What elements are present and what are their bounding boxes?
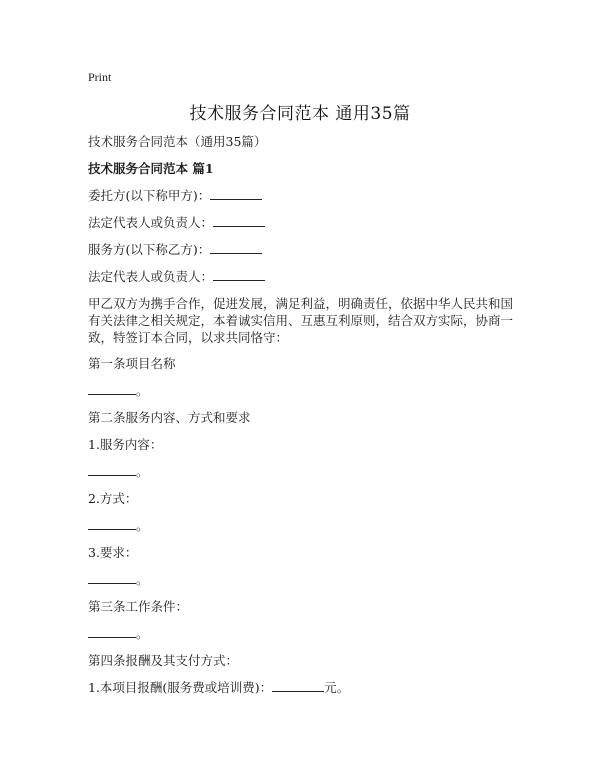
article-1-blank-line <box>88 382 149 399</box>
provider-rep-field <box>88 268 265 285</box>
item-requirement-period: 。 <box>136 572 149 587</box>
article-3-blank <box>88 625 136 638</box>
item-requirement-label: 3.要求： <box>88 545 138 560</box>
payment-unit: 元。 <box>324 680 350 695</box>
client-blank <box>210 187 262 200</box>
page-title: 技术服务合同范本 通用35篇 <box>189 104 411 124</box>
item-content-period: 。 <box>136 464 149 479</box>
provider-rep-blank <box>213 268 265 281</box>
item-content-blank-line <box>88 463 149 480</box>
item-content-label: 1.服务内容： <box>88 437 163 452</box>
payment-item <box>88 679 349 696</box>
item-method-period: 。 <box>136 518 149 533</box>
client-label: 委托方(以下称甲方)： <box>88 188 211 203</box>
document-subtitle: 技术服务合同范本（通用35篇） <box>88 134 267 149</box>
article-3-period: 。 <box>136 626 149 641</box>
article-1-period: 。 <box>136 383 149 398</box>
item-method-label: 2.方式： <box>88 491 138 506</box>
provider-label: 服务方(以下称乙方)： <box>88 242 211 257</box>
intro-paragraph: 甲乙双方为携手合作，促进发展，满足利益，明确责任，依据中华人民共和国有关法律之相关规定，本着诚实信用、互惠互利原则，结合双方实际，协商一致，特签订本合同，以求共同恪守： <box>88 296 514 345</box>
article-1-heading: 第一条项目名称 <box>88 356 176 371</box>
article-4-heading: 第四条报酬及其支付方式： <box>88 653 239 668</box>
client-rep-label: 法定代表人或负责人： <box>88 215 214 230</box>
provider-field <box>88 241 262 258</box>
article-3-heading: 第三条工作条件： <box>88 599 189 614</box>
client-field <box>88 187 262 204</box>
client-rep-blank <box>213 214 265 227</box>
article-3-blank-line <box>88 625 149 642</box>
section-heading: 技术服务合同范本 篇1 <box>88 161 214 176</box>
provider-blank <box>210 241 262 254</box>
print-link[interactable]: Print <box>88 70 112 84</box>
article-2-heading: 第二条服务内容、方式和要求 <box>88 410 251 425</box>
provider-rep-label: 法定代表人或负责人： <box>88 269 214 284</box>
payment-blank <box>272 679 324 692</box>
item-content-blank <box>88 463 136 476</box>
item-method-blank-line <box>88 517 149 534</box>
item-method-blank <box>88 517 136 530</box>
client-rep-field <box>88 214 265 231</box>
item-requirement-blank-line <box>88 571 149 588</box>
article-1-blank <box>88 382 136 395</box>
item-requirement-blank <box>88 571 136 584</box>
payment-label: 1.本项目报酬(服务费或培训费)： <box>88 680 273 695</box>
